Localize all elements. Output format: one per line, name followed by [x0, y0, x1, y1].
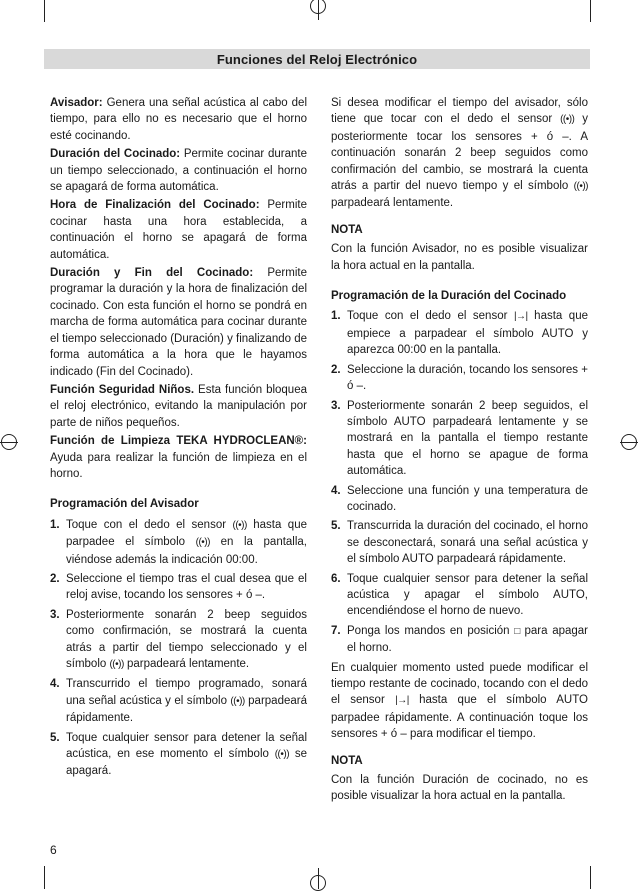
page-number: 6	[50, 843, 57, 857]
off-position-icon: □	[514, 625, 520, 637]
section-heading-duracion: Programación de la Duración del Cocinado	[331, 290, 567, 303]
list-item: 7. Ponga los mandos en posición □ para apagar el horno.	[331, 624, 589, 655]
alarm-icon: ((•))	[274, 749, 290, 761]
nota-heading: NOTA	[331, 223, 363, 236]
right-column	[331, 95, 588, 807]
definition-seguridad: Función Seguridad Niños. Esta función bloquea el reloj electrónico, evitando la manipulación por parte de niños pequeños.	[50, 383, 307, 429]
registration-mark	[621, 434, 637, 450]
section-heading-avisador: Programación del Avisador	[50, 498, 199, 511]
list-item: 3. Posteriormente sonarán 2 beep seguidos como confirmación, se mostrará la cuenta atrás a partir del tiempo seleccionado y el símbolo ((•)) parpadeará lentamente.	[50, 607, 307, 674]
avisador-steps	[50, 517, 307, 780]
duration-icon: |→|	[395, 695, 409, 707]
alarm-icon: ((•))	[230, 695, 245, 707]
crop-mark	[590, 866, 591, 889]
list-item: 4. Transcurrido el tiempo programado, sonará una señal acústica y el símbolo ((•)) parpadeará rápidamente.	[50, 678, 307, 725]
registration-mark	[1, 434, 17, 450]
list-item: 3. Posteriormente sonarán 2 beep seguidos, el símbolo AUTO parpadeará lentamente y se mostrará en la pantalla el tiempo restante hasta que el horno se apague de forma automática.	[331, 399, 588, 478]
outro-paragraph: En cualquier momento usted puede modificar el tiempo restante de cocinado, tocando con el dedo el sensor |→| hasta que el símbolo AUTO parpadee rápidamente. A continuación toque los sensores + ó – para modificar el tiempo.	[331, 661, 588, 741]
header-band	[44, 49, 590, 69]
list-item: 5. Transcurrida la duración del cocinado, el horno se desconectará, sonará una señal acústica y el símbolo AUTO parpadeará rápidamente.	[331, 520, 588, 566]
list-item: 1. Toque con el dedo el sensor ((•)) hasta que parpadee el símbolo ((•)) en la pantalla, viéndose además la indicación 00:00.	[50, 518, 308, 566]
definition-duracion-fin: Duración y Fin del Cocinado: Permite programar la duración y la hora de finalización del cocinado. Con esta función el horno se pondrá en marcha de forma automática para cocinar durante el tiempo seleccionado (Duración) y finalizando de forma automática a la hora que le hayamos indicado (Fin del Cocinado).	[50, 267, 307, 378]
alarm-icon: ((•))	[573, 181, 588, 193]
crop-mark	[44, 0, 45, 22]
definition-avisador: Avisador: Genera una señal acústica al cabo del tiempo, para ello no es necesario que el horno esté cocinando.	[50, 97, 307, 142]
list-item: 1. Toque con el dedo el sensor |→| hasta que empiece a parpadear el símbolo AUTO y aparezca 00:00 en la pantalla.	[331, 310, 588, 357]
nota-heading: NOTA	[331, 754, 363, 767]
definition-duracion: Duración del Cocinado: Permite cocinar durante un tiempo seleccionado, a continuación el horno se apagará de forma automática.	[50, 148, 307, 194]
alarm-icon: ((•))	[195, 537, 210, 549]
duracion-steps	[331, 308, 588, 656]
duration-icon: |→|	[513, 311, 528, 323]
intro-paragraph: Si desea modificar el tiempo del avisador, sólo tiene que tocar con el dedo el sensor ((•)) y posteriormente tocar los sensores + ó –. A continuación sonarán 2 beep seguidos como confirmación del cambio, se mostrará la cuenta atrás a partir del nuevo tiempo y el símbolo ((•)) parpadeará lentamente.	[331, 97, 588, 210]
page-title: Funciones del Reloj Electrónico	[216, 51, 418, 67]
alarm-icon: ((•))	[560, 114, 575, 126]
registration-mark	[310, 0, 326, 14]
crop-mark	[44, 866, 45, 889]
left-column	[50, 95, 307, 783]
definition-hora-fin: Hora de Finalización del Cocinado: Permite cocinar hasta una hora establecida, a continuación el horno se apagará de forma automática.	[50, 199, 307, 261]
list-item: 6. Toque cualquier sensor para detener la señal acústica y apagar el símbolo AUTO, encendiéndose el horno de nuevo.	[331, 572, 588, 618]
nota-text: Con la función Avisador, no es posible visualizar la hora actual en la pantalla.	[331, 243, 588, 272]
list-item: 2. Seleccione la duración, tocando los sensores + ó –.	[331, 363, 588, 393]
nota-text: Con la función Duración de cocinado, no es posible visualizar la hora actual en la pantalla.	[331, 774, 588, 803]
alarm-icon: ((•))	[232, 519, 247, 531]
alarm-icon: ((•))	[109, 659, 124, 670]
list-item: 4. Seleccione una función y una temperatura de cocinado.	[331, 484, 588, 513]
list-item: 2. Seleccione el tiempo tras el cual desea que el reloj avise, tocando los sensores + ó –.	[50, 572, 307, 602]
definition-limpieza: Función de Limpieza TEKA HYDROCLEAN®: Ayuda para realizar la función de limpieza en el horno.	[50, 435, 307, 480]
list-item: 5. Toque cualquier sensor para detener la señal acústica, en ese momento el símbolo ((•)) se apagará.	[50, 731, 307, 778]
crop-mark	[590, 0, 591, 22]
